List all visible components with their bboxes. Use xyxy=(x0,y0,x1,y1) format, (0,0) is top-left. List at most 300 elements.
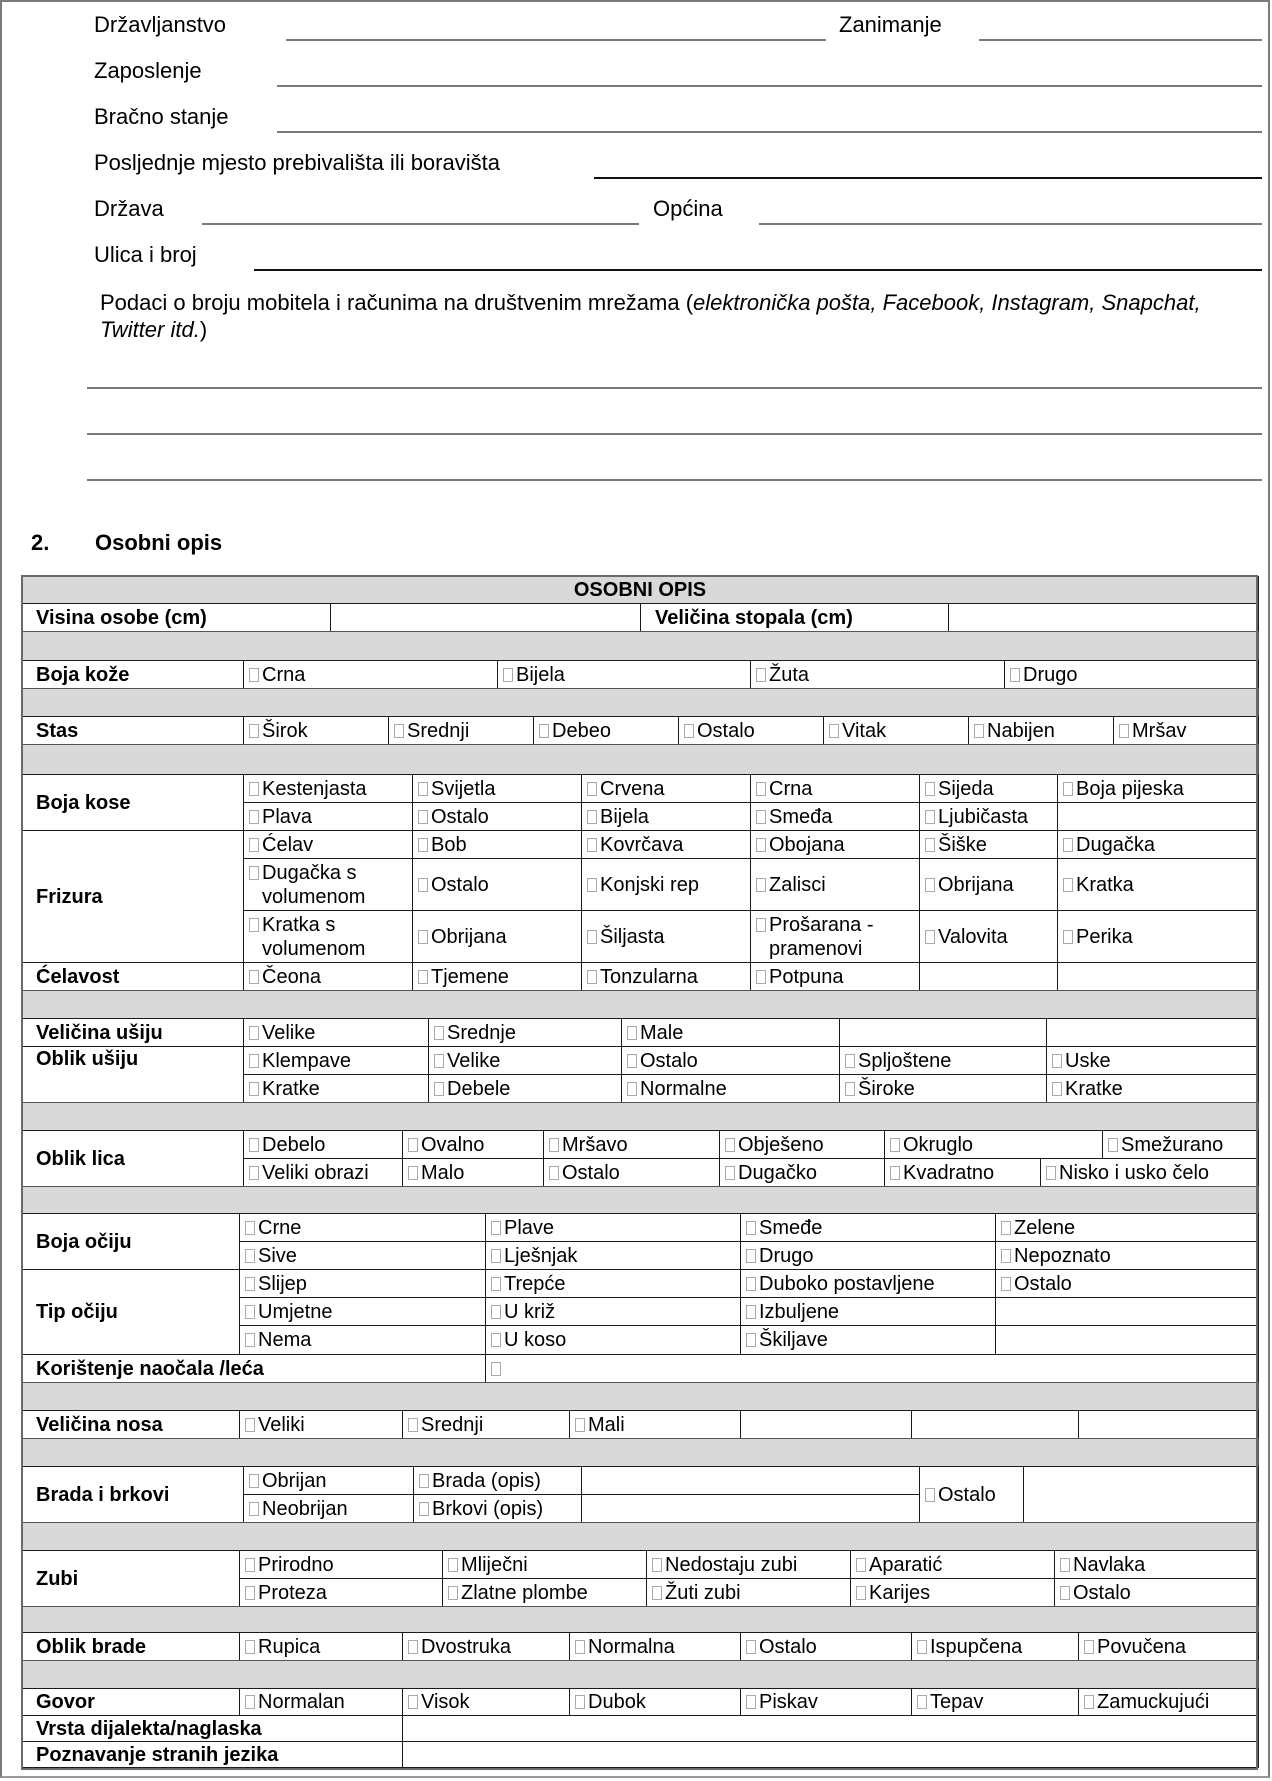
eye-color-option[interactable] xyxy=(995,1241,1259,1270)
hair-color-option[interactable] xyxy=(750,802,920,831)
baldness-option[interactable] xyxy=(412,962,582,991)
teeth-option[interactable] xyxy=(1054,1550,1259,1579)
municipality-label: Općina xyxy=(653,196,723,221)
ear-shape-option[interactable] xyxy=(839,1046,1047,1075)
hairstyle-option[interactable] xyxy=(1057,910,1259,963)
option-label: Klempave xyxy=(262,1049,351,1072)
checkbox-icon[interactable] xyxy=(245,1333,255,1347)
checkbox-icon[interactable] xyxy=(1010,668,1020,682)
ear-shape-option[interactable] xyxy=(428,1046,622,1075)
checkbox-icon[interactable] xyxy=(408,1166,418,1180)
checkbox-icon[interactable] xyxy=(249,1474,259,1488)
checkbox-icon[interactable] xyxy=(746,1277,756,1291)
hair-color-option[interactable] xyxy=(581,802,751,831)
checkbox-icon[interactable] xyxy=(746,1305,756,1319)
eye-color-option[interactable] xyxy=(995,1213,1259,1242)
chin-shape-option[interactable] xyxy=(569,1632,741,1661)
build-option[interactable] xyxy=(823,716,969,745)
option-label: Zalisci xyxy=(769,873,826,896)
hair-color-option[interactable] xyxy=(919,774,1058,803)
face-shape-label: Oblik lica xyxy=(21,1130,244,1187)
contacts-line-3[interactable] xyxy=(87,479,1262,481)
teeth-option[interactable] xyxy=(850,1550,1055,1579)
hair-color-option[interactable] xyxy=(919,802,1058,831)
face-shape-option[interactable] xyxy=(402,1130,544,1159)
checkbox-icon[interactable] xyxy=(1108,1138,1118,1152)
skin-option[interactable] xyxy=(750,660,1005,689)
empty-cell xyxy=(839,1018,1047,1047)
option-label: Perika xyxy=(1076,925,1133,948)
face-shape-option[interactable] xyxy=(402,1158,544,1187)
checkbox-icon[interactable] xyxy=(652,1586,662,1600)
checkbox-icon[interactable] xyxy=(725,1166,735,1180)
option-label: Čeona xyxy=(262,965,321,988)
chin-shape-option[interactable] xyxy=(239,1632,403,1661)
checkbox-icon[interactable] xyxy=(1084,1640,1094,1654)
separator-row xyxy=(21,631,1259,661)
checkbox-icon[interactable] xyxy=(587,782,597,796)
separator-row xyxy=(21,1438,1259,1467)
ear-shape-option[interactable] xyxy=(243,1074,429,1103)
checkbox-icon[interactable] xyxy=(394,724,404,738)
contacts-line-1[interactable] xyxy=(87,387,1262,389)
checkbox-icon[interactable] xyxy=(856,1558,866,1572)
build-option[interactable] xyxy=(388,716,534,745)
ear-shape-option[interactable] xyxy=(1046,1046,1259,1075)
checkbox-icon[interactable] xyxy=(1063,930,1073,944)
face-shape-option[interactable] xyxy=(243,1158,403,1187)
teeth-option[interactable] xyxy=(239,1578,443,1607)
hairstyle-option[interactable] xyxy=(1057,858,1259,911)
checkbox-icon[interactable] xyxy=(491,1249,501,1263)
checkbox-icon[interactable] xyxy=(491,1362,501,1376)
checkbox-icon[interactable] xyxy=(249,1166,259,1180)
checkbox-icon[interactable] xyxy=(756,838,766,852)
hairstyle-option[interactable] xyxy=(243,858,413,911)
checkbox-icon[interactable] xyxy=(925,838,935,852)
checkbox-icon[interactable] xyxy=(1063,838,1073,852)
checkbox-icon[interactable] xyxy=(925,930,935,944)
checkbox-icon[interactable] xyxy=(245,1221,255,1235)
baldness-option[interactable] xyxy=(243,962,413,991)
beard-option[interactable] xyxy=(243,1466,414,1495)
build-option[interactable] xyxy=(243,716,389,745)
face-shape-option[interactable] xyxy=(1040,1158,1259,1187)
checkbox-icon[interactable] xyxy=(245,1695,255,1709)
chin-shape-option[interactable] xyxy=(1078,1632,1259,1661)
hairstyle-option[interactable] xyxy=(581,858,751,911)
skin-option[interactable] xyxy=(1004,660,1259,689)
beard-description-input[interactable] xyxy=(581,1466,920,1495)
eye-color-option[interactable] xyxy=(485,1213,741,1242)
eye-color-option[interactable] xyxy=(740,1213,996,1242)
option-label: Spljoštene xyxy=(858,1049,952,1072)
hairstyle-option[interactable] xyxy=(750,858,920,911)
checkbox-icon[interactable] xyxy=(746,1221,756,1235)
checkbox-icon[interactable] xyxy=(974,724,984,738)
checkbox-icon[interactable] xyxy=(408,1418,418,1432)
checkbox-icon[interactable] xyxy=(418,970,428,984)
checkbox-icon[interactable] xyxy=(684,724,694,738)
option-label: Zelene xyxy=(1014,1216,1076,1239)
hairstyle-option[interactable] xyxy=(919,830,1058,859)
hairstyle-option[interactable] xyxy=(412,858,582,911)
build-option[interactable] xyxy=(678,716,824,745)
baldness-label: Ćelavost xyxy=(21,962,244,991)
option-label: Tjemene xyxy=(431,965,509,988)
face-shape-option[interactable] xyxy=(884,1158,1041,1187)
checkbox-icon[interactable] xyxy=(249,1082,259,1096)
option-label: Male xyxy=(640,1021,684,1044)
ear-shape-option[interactable] xyxy=(621,1046,840,1075)
face-shape-option[interactable] xyxy=(719,1130,885,1159)
speech-option[interactable] xyxy=(1078,1688,1259,1716)
checkbox-icon[interactable] xyxy=(408,1138,418,1152)
hair-color-option[interactable] xyxy=(243,802,413,831)
chin-shape-option[interactable] xyxy=(402,1632,570,1661)
checkbox-icon[interactable] xyxy=(249,724,259,738)
skin-option[interactable] xyxy=(243,660,498,689)
checkbox-icon[interactable] xyxy=(1001,1249,1011,1263)
checkbox-icon[interactable] xyxy=(925,810,935,824)
hairstyle-option[interactable] xyxy=(243,910,413,963)
checkbox-icon[interactable] xyxy=(249,782,259,796)
eye-type-option[interactable] xyxy=(485,1269,741,1298)
checkbox-icon[interactable] xyxy=(890,1166,900,1180)
hairstyle-option[interactable] xyxy=(581,910,751,963)
checkbox-icon[interactable] xyxy=(1052,1082,1062,1096)
checkbox-icon[interactable] xyxy=(829,724,839,738)
checkbox-icon[interactable] xyxy=(448,1586,458,1600)
eye-color-option[interactable] xyxy=(239,1241,486,1270)
checkbox-icon[interactable] xyxy=(746,1333,756,1347)
checkbox-icon[interactable] xyxy=(1060,1558,1070,1572)
checkbox-icon[interactable] xyxy=(549,1138,559,1152)
checkbox-icon[interactable] xyxy=(917,1640,927,1654)
hairstyle-option[interactable] xyxy=(243,830,413,859)
option-label: Prošarana - pramenovi xyxy=(769,913,874,960)
checkbox-icon[interactable] xyxy=(249,918,259,932)
ear-shape-option[interactable] xyxy=(839,1074,1047,1103)
speech-option[interactable] xyxy=(569,1688,741,1716)
checkbox-icon[interactable] xyxy=(249,1054,259,1068)
teeth-option[interactable] xyxy=(442,1578,647,1607)
checkbox-icon[interactable] xyxy=(245,1249,255,1263)
option-label: Visok xyxy=(421,1691,470,1713)
eye-type-option[interactable] xyxy=(740,1325,996,1355)
eye-color-option[interactable] xyxy=(485,1241,741,1270)
hair-color-option[interactable] xyxy=(412,774,582,803)
checkbox-icon[interactable] xyxy=(491,1221,501,1235)
checkbox-icon[interactable] xyxy=(249,866,259,880)
checkbox-icon[interactable] xyxy=(245,1277,255,1291)
nose-size-option[interactable] xyxy=(569,1410,741,1439)
checkbox-icon[interactable] xyxy=(419,1502,429,1516)
checkbox-icon[interactable] xyxy=(418,810,428,824)
hair-color-option[interactable] xyxy=(750,774,920,803)
hair-color-option[interactable] xyxy=(412,802,582,831)
separator-row xyxy=(21,688,1259,717)
option-label: Povučena xyxy=(1097,1635,1186,1658)
checkbox-icon[interactable] xyxy=(756,668,766,682)
option-label: Karijes xyxy=(869,1581,931,1604)
height-input[interactable] xyxy=(330,603,641,632)
checkbox-icon[interactable] xyxy=(249,1026,259,1040)
face-shape-option[interactable] xyxy=(884,1130,1103,1159)
beard-option[interactable] xyxy=(413,1466,582,1495)
option-label: Vitak xyxy=(842,719,887,742)
option-label: Veliki xyxy=(258,1413,305,1436)
moustache-option[interactable] xyxy=(413,1494,582,1523)
option-label: Ostalo xyxy=(431,805,489,828)
beard-other-option[interactable] xyxy=(919,1466,1024,1523)
ear-shape-option[interactable] xyxy=(621,1074,840,1103)
option-label: Potpuna xyxy=(769,965,844,988)
employment-field[interactable] xyxy=(277,85,1262,87)
eye-type-option[interactable] xyxy=(239,1269,486,1298)
checkbox-icon[interactable] xyxy=(1119,724,1129,738)
checkbox-icon[interactable] xyxy=(418,782,428,796)
ear-size-option[interactable] xyxy=(243,1018,429,1047)
checkbox-icon[interactable] xyxy=(587,838,597,852)
moustache-description-input[interactable] xyxy=(581,1494,920,1523)
eye-color-label: Boja očiju xyxy=(21,1213,240,1270)
beard-other-input[interactable] xyxy=(1023,1466,1259,1523)
checkbox-icon[interactable] xyxy=(249,1502,259,1516)
option-label: Nepoznato xyxy=(1014,1244,1111,1267)
hairstyle-option[interactable] xyxy=(412,910,582,963)
chin-shape-option[interactable] xyxy=(740,1632,912,1661)
checkbox-icon[interactable] xyxy=(746,1695,756,1709)
checkbox-icon[interactable] xyxy=(575,1695,585,1709)
checkbox-icon[interactable] xyxy=(249,810,259,824)
checkbox-icon[interactable] xyxy=(756,782,766,796)
checkbox-icon[interactable] xyxy=(746,1249,756,1263)
checkbox-icon[interactable] xyxy=(725,1138,735,1152)
checkbox-icon[interactable] xyxy=(249,970,259,984)
checkbox-icon[interactable] xyxy=(245,1586,255,1600)
checkbox-icon[interactable] xyxy=(587,930,597,944)
baldness-option[interactable] xyxy=(750,962,920,991)
nose-size-option[interactable] xyxy=(402,1410,570,1439)
checkbox-icon[interactable] xyxy=(434,1054,444,1068)
checkbox-icon[interactable] xyxy=(418,878,428,892)
checkbox-icon[interactable] xyxy=(925,878,935,892)
checkbox-icon[interactable] xyxy=(627,1026,637,1040)
build-option[interactable] xyxy=(533,716,679,745)
citizenship-label: Državljanstvo xyxy=(94,12,227,37)
checkbox-icon[interactable] xyxy=(587,878,597,892)
face-shape-option[interactable] xyxy=(1102,1130,1259,1159)
last-residence-field[interactable] xyxy=(594,177,1262,179)
eye-type-option[interactable] xyxy=(239,1325,486,1355)
ear-size-option[interactable] xyxy=(428,1018,622,1047)
checkbox-icon[interactable] xyxy=(408,1640,418,1654)
checkbox-icon[interactable] xyxy=(1060,1586,1070,1600)
eye-type-option[interactable] xyxy=(995,1269,1259,1298)
contacts-line-2[interactable] xyxy=(87,433,1262,435)
checkbox-icon[interactable] xyxy=(746,1640,756,1654)
beard-option[interactable] xyxy=(243,1494,414,1523)
checkbox-icon[interactable] xyxy=(245,1418,255,1432)
ear-shape-option[interactable] xyxy=(428,1074,622,1103)
hairstyle-option[interactable] xyxy=(412,830,582,859)
option-label: Prirodno xyxy=(258,1553,334,1576)
checkbox-icon[interactable] xyxy=(434,1026,444,1040)
option-label: Debeo xyxy=(552,719,611,742)
build-option[interactable] xyxy=(968,716,1114,745)
option-label: Dugačko xyxy=(738,1161,817,1184)
face-shape-option[interactable] xyxy=(243,1130,403,1159)
checkbox-icon[interactable] xyxy=(1046,1166,1056,1180)
checkbox-icon[interactable] xyxy=(245,1640,255,1654)
checkbox-icon[interactable] xyxy=(539,724,549,738)
ear-size-option[interactable] xyxy=(621,1018,840,1047)
checkbox-icon[interactable] xyxy=(419,1474,429,1488)
chin-shape-option[interactable] xyxy=(911,1632,1079,1661)
marital-status-label: Bračno stanje xyxy=(94,104,229,129)
option-label: Crvena xyxy=(600,777,665,800)
hairstyle-option[interactable] xyxy=(750,830,920,859)
checkbox-icon[interactable] xyxy=(575,1418,585,1432)
eye-type-option[interactable] xyxy=(740,1269,996,1298)
speech-option[interactable] xyxy=(740,1688,912,1716)
eye-color-option[interactable] xyxy=(740,1241,996,1270)
hair-color-option[interactable] xyxy=(243,774,413,803)
face-shape-option[interactable] xyxy=(543,1130,720,1159)
option-label: Mršav xyxy=(1132,719,1187,742)
checkbox-icon[interactable] xyxy=(575,1640,585,1654)
nose-size-option[interactable] xyxy=(239,1410,403,1439)
checkbox-icon[interactable] xyxy=(491,1333,501,1347)
separator-row xyxy=(21,1660,1259,1689)
speech-option[interactable] xyxy=(239,1688,403,1716)
checkbox-icon[interactable] xyxy=(627,1054,637,1068)
eye-type-option[interactable] xyxy=(485,1297,741,1326)
hairstyle-option[interactable] xyxy=(1057,830,1259,859)
baldness-option[interactable] xyxy=(581,962,751,991)
checkbox-icon[interactable] xyxy=(434,1082,444,1096)
option-label: Slijep xyxy=(258,1272,307,1295)
hairstyle-option[interactable] xyxy=(919,858,1058,911)
skin-option[interactable] xyxy=(497,660,751,689)
checkbox-icon[interactable] xyxy=(756,810,766,824)
checkbox-icon[interactable] xyxy=(925,1488,935,1502)
checkbox-icon[interactable] xyxy=(627,1082,637,1096)
empty-cell xyxy=(1057,802,1259,831)
eye-type-option[interactable] xyxy=(485,1325,741,1355)
ear-shape-option[interactable] xyxy=(243,1046,429,1075)
teeth-option[interactable] xyxy=(442,1550,647,1579)
speech-option[interactable] xyxy=(911,1688,1079,1716)
teeth-option[interactable] xyxy=(850,1578,1055,1607)
hairstyle-option[interactable] xyxy=(919,910,1058,963)
checkbox-icon[interactable] xyxy=(845,1082,855,1096)
checkbox-icon[interactable] xyxy=(1001,1277,1011,1291)
checkbox-icon[interactable] xyxy=(756,970,766,984)
checkbox-icon[interactable] xyxy=(418,930,428,944)
checkbox-icon[interactable] xyxy=(408,1695,418,1709)
empty-cell xyxy=(1078,1410,1259,1439)
checkbox-icon[interactable] xyxy=(249,1138,259,1152)
chin-shape-label: Oblik brade xyxy=(21,1632,240,1661)
option-label: Tonzularna xyxy=(600,965,698,988)
teeth-option[interactable] xyxy=(1054,1578,1259,1607)
country-field[interactable] xyxy=(202,223,639,225)
eye-type-option[interactable] xyxy=(239,1297,486,1326)
checkbox-icon[interactable] xyxy=(756,918,766,932)
checkbox-icon[interactable] xyxy=(1063,878,1073,892)
checkbox-icon[interactable] xyxy=(917,1695,927,1709)
languages-input[interactable] xyxy=(402,1741,1259,1768)
option-label: Mliječni xyxy=(461,1553,528,1576)
checkbox-icon[interactable] xyxy=(1084,1695,1094,1709)
street-field[interactable] xyxy=(254,269,1262,271)
face-shape-option[interactable] xyxy=(719,1158,885,1187)
speech-option[interactable] xyxy=(402,1688,570,1716)
checkbox-icon[interactable] xyxy=(756,878,766,892)
hairstyle-option[interactable] xyxy=(750,910,920,963)
option-label: Sive xyxy=(258,1244,297,1267)
teeth-option[interactable] xyxy=(646,1550,851,1579)
checkbox-icon[interactable] xyxy=(549,1166,559,1180)
dialect-label: Vrsta dijalekta/naglaska xyxy=(21,1715,403,1742)
occupation-field[interactable] xyxy=(979,39,1262,41)
checkbox-icon[interactable] xyxy=(448,1558,458,1572)
face-shape-option[interactable] xyxy=(543,1158,720,1187)
foot-size-input[interactable] xyxy=(948,603,1259,632)
checkbox-icon[interactable] xyxy=(245,1558,255,1572)
checkbox-icon[interactable] xyxy=(925,782,935,796)
option-label: Ostalo xyxy=(759,1635,817,1658)
ear-shape-option[interactable] xyxy=(1046,1074,1259,1103)
checkbox-icon[interactable] xyxy=(245,1305,255,1319)
checkbox-icon[interactable] xyxy=(1052,1054,1062,1068)
checkbox-icon[interactable] xyxy=(1063,782,1073,796)
marital-status-field[interactable] xyxy=(277,131,1262,133)
eye-type-option[interactable] xyxy=(740,1297,996,1326)
eye-color-option[interactable] xyxy=(239,1213,486,1242)
checkbox-icon[interactable] xyxy=(491,1305,501,1319)
checkbox-icon[interactable] xyxy=(890,1138,900,1152)
checkbox-icon[interactable] xyxy=(491,1277,501,1291)
checkbox-icon[interactable] xyxy=(845,1054,855,1068)
glasses-checkbox[interactable] xyxy=(485,1354,1259,1383)
country-label: Država xyxy=(94,196,164,221)
checkbox-icon[interactable] xyxy=(1001,1221,1011,1235)
separator-row xyxy=(21,1382,1259,1411)
dialect-input[interactable] xyxy=(402,1715,1259,1742)
municipality-field[interactable] xyxy=(759,223,1262,225)
checkbox-icon[interactable] xyxy=(418,838,428,852)
option-label: U koso xyxy=(504,1329,567,1351)
checkbox-icon[interactable] xyxy=(652,1558,662,1572)
teeth-option[interactable] xyxy=(239,1550,443,1579)
option-label: Valovita xyxy=(938,925,1008,948)
checkbox-icon[interactable] xyxy=(856,1586,866,1600)
teeth-option[interactable] xyxy=(646,1578,851,1607)
checkbox-icon[interactable] xyxy=(587,970,597,984)
hair-color-option[interactable] xyxy=(1057,774,1259,803)
checkbox-icon[interactable] xyxy=(503,668,513,682)
hair-color-option[interactable] xyxy=(581,774,751,803)
checkbox-icon[interactable] xyxy=(587,810,597,824)
build-option[interactable] xyxy=(1113,716,1259,745)
checkbox-icon[interactable] xyxy=(249,838,259,852)
checkbox-icon[interactable] xyxy=(249,668,259,682)
citizenship-field[interactable] xyxy=(286,39,826,41)
hairstyle-option[interactable] xyxy=(581,830,751,859)
